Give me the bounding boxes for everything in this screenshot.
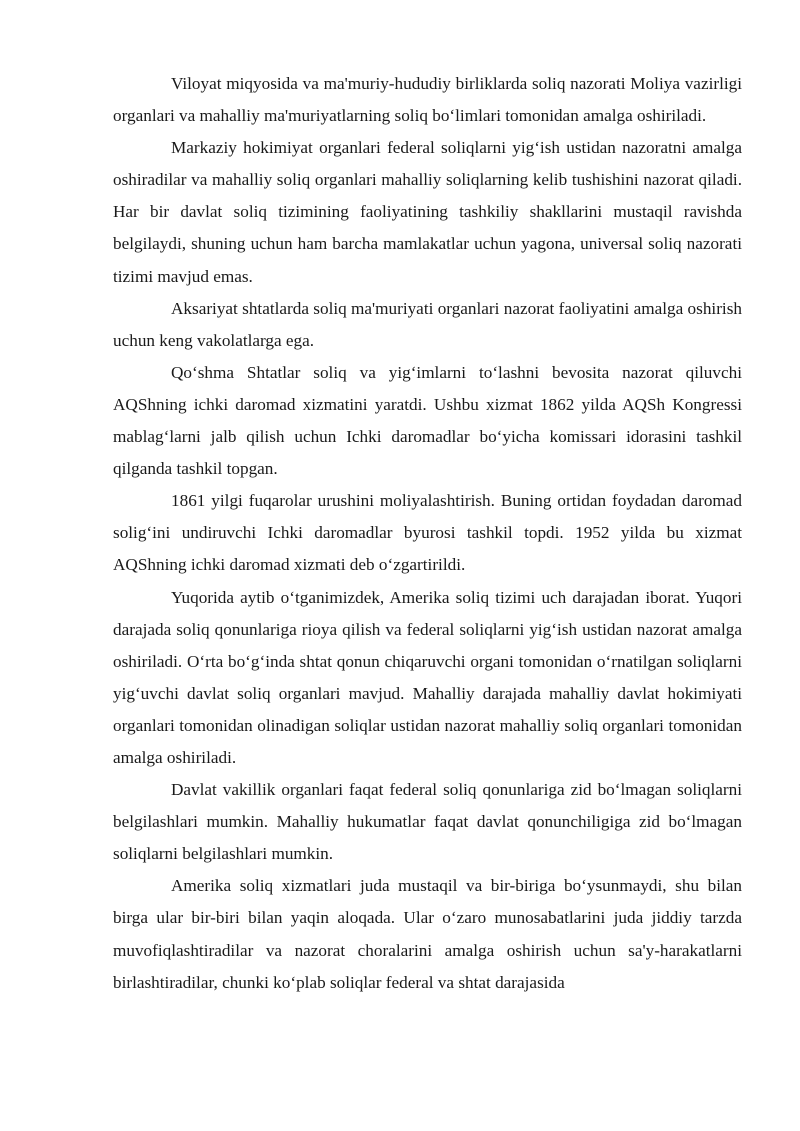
paragraph: Markaziy hokimiyat organlari federal soliqlarni yig‘ish ustidan nazoratni amalga oshiradilar va mahalliy soliq organlari mahalliy soliqlarning kelib tushishini nazorat qiladi. Har bir davlat soliq tizimining faoliyatining tashkiliy shakllarini mustaqil ravishda belgilaydi, shuning uchun ham barcha mamlakatlar uchun yagona, universal soliq nazorati tizimi mavjud emas. bbox=[113, 138, 742, 286]
paragraph: Davlat vakillik organlari faqat federal soliq qonunlariga zid bo‘lmagan soliqlarni belgilashlari mumkin. Mahalliy hukumatlar faqat davlat qonunchiligiga zid bo‘lmagan soliqlarni belgilashlari mumkin. bbox=[113, 780, 742, 864]
paragraph: Amerika soliq xizmatlari juda mustaqil va bir-biriga bo‘ysunmaydi, shu bilan birga ular bir-biri bilan yaqin aloqada. Ular o‘zaro munosabatlarini juda jiddiy tarzda muvofiqlashtiradilar va nazorat choralarini amalga oshirish uchun sa'y-harakatlarni birlashtiradilar, chunki ko‘plab soliqlar federal va shtat darajasida bbox=[113, 876, 742, 992]
paragraph: 1861 yilgi fuqarolar urushini moliyalashtirish. Buning ortidan foydadan daromad solig‘ini undiruvchi Ichki daromadlar byurosi tashkil topdi. 1952 yilda bu xizmat AQShning ichki daromad xizmati deb o‘zgartirildi. bbox=[113, 491, 742, 575]
paragraph: Viloyat miqyosida va ma'muriy-hududiy birliklarda soliq nazorati Moliya vazirligi organlari va mahalliy ma'muriyatlarning soliq bo‘limlari tomonidan amalga oshiriladi. bbox=[113, 74, 742, 126]
paragraph: Qo‘shma Shtatlar soliq va yig‘imlarni to‘lashni bevosita nazorat qiluvchi AQShning ichki daromad xizmatini yaratdi. Ushbu xizmat 1862 yilda AQSh Kongressi mablag‘larni jalb qilish uchun Ichki daromadlar bo‘yicha komissari idorasini tashkil qilganda tashkil topgan. bbox=[113, 362, 742, 479]
document-page bbox=[113, 68, 742, 999]
paragraph: Yuqorida aytib o‘tganimizdek, Amerika soliq tizimi uch darajadan iborat. Yuqori darajada soliq qonunlariga rioya qilish va federal soliqlarni yig‘ish ustidan nazorat amalga oshiriladi. O‘rta bo‘g‘inda shtat qonun chiqaruvchi organi tomonidan o‘rnatilgan soliqlarni yig‘uvchi davlat soliq organlari mavjud. Mahalliy darajada mahalliy davlat hokimiyati organlari tomonidan olinadigan soliqlar ustidan nazorat mahalliy soliq organlari tomonidan amalga oshiriladi. bbox=[113, 587, 742, 767]
paragraph: Aksariyat shtatlarda soliq ma'muriyati organlari nazorat faoliyatini amalga oshirish uchun keng vakolatlarga ega. bbox=[113, 298, 742, 350]
